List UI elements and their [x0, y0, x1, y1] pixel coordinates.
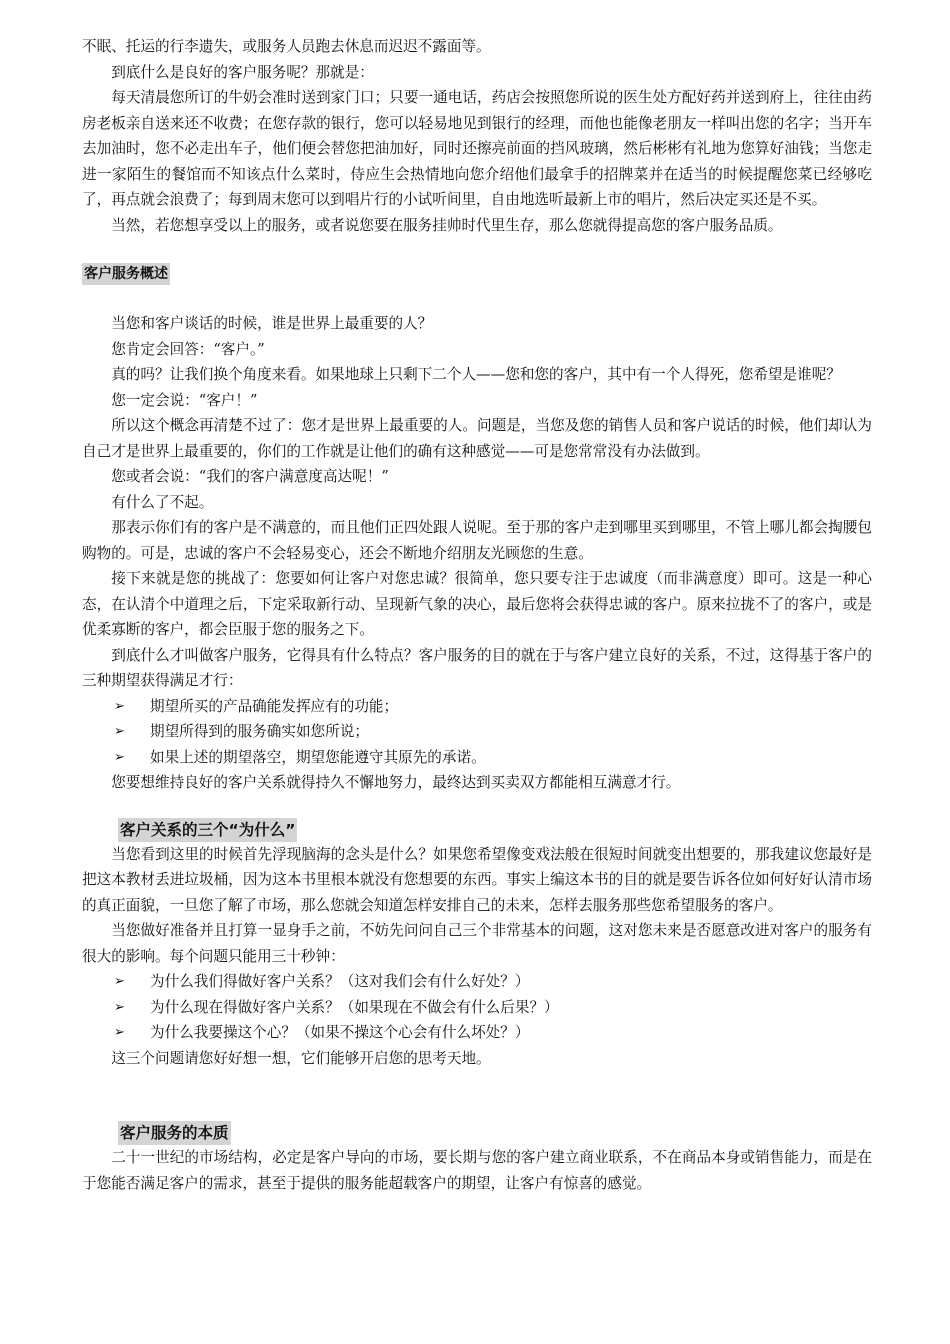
paragraph: 到底什么是良好的客户服务呢？那就是：	[111, 63, 374, 81]
paragraph: 当您做好准备并且打算一显身手之前，不妨先问问自己三个非常基本的问题，这对您未来是否愿意改进对客户的服务有很大的影响。每个问题只能用三十秒钟：	[82, 922, 872, 965]
paragraph: 您肯定会回答：“客户。”	[111, 340, 265, 358]
list-item	[82, 1020, 872, 1046]
arrow-bullet-icon: ➢	[114, 974, 125, 989]
section-three-whys	[82, 796, 872, 1072]
paragraph: 不眠、托运的行李遗失，或服务人员跑去休息而迟迟不露面等。	[82, 38, 491, 55]
section-overview	[82, 238, 872, 796]
section-heading: 客户关系的三个“为什么”	[118, 818, 297, 842]
paragraph: 您要想维持良好的客户关系就得持久不懈地努力，最终达到买卖双方都能相互满意才行。	[111, 774, 681, 791]
list-item	[82, 995, 872, 1021]
expectation-list	[82, 694, 872, 771]
list-item-text: 为什么我要操这个心？（如果不操这个心会有什么坏处？）	[150, 1024, 530, 1041]
list-item	[82, 745, 872, 771]
paragraph: 您一定会说：“客户！”	[111, 391, 258, 409]
paragraph: 这三个问题请您好好想一想，它们能够开启您的思考天地。	[111, 1049, 491, 1067]
paragraph: 真的吗？让我们换个角度来看。如果地球上只剩下二个人——您和您的客户，其中有一个人得死，您希望是谁呢？	[111, 366, 841, 383]
paragraph: 所以这个概念再清楚不过了：您才是世界上最重要的人。问题是，当您及您的销售人员和客户说话的时候，他们却认为自己才是世界上最重要的，你们的工作就是让他们的确有这种感觉——可是您常常没有办法做到。	[82, 417, 872, 460]
list-item	[82, 694, 872, 720]
list-item	[82, 969, 872, 995]
section-heading: 客户服务概述	[82, 263, 170, 285]
paragraph: 那表示你们有的客户是不满意的，而且他们正四处跟人说呢。至于那的客户走到哪里买到哪里，不管上哪儿都会掏腰包购物的。可是，忠诚的客户不会轻易变心，还会不断地介绍朋友光顾您的生意。	[82, 519, 872, 562]
question-list	[82, 969, 872, 1046]
paragraph: 当您看到这里的时候首先浮现脑海的念头是什么？如果您希望像变戏法般在很短时间就变出想要的，那我建议您最好是把这本教材丢进垃圾桶，因为这本书里根本就没有您想要的东西。事实上编这本书的目的就是要告诉各位如何好好认清市场的真正面貌，一旦您了解了市场，那么您就会知道怎样安排自己的未来，怎样去服务那些您希望服务的客户。	[82, 845, 872, 914]
paragraph: 到底什么才叫做客户服务，它得具有什么特点？客户服务的目的就在于与客户建立良好的关系，不过，这得基于客户的三种期望获得满足才行：	[82, 646, 872, 689]
paragraph: 二十一世纪的市场结构，必定是客户导向的市场，要长期与您的客户建立商业联系，不在商品本身或销售能力，而是在于您能否满足客户的需求，甚至于提供的服务能超载客户的期望，让客户有惊喜的感觉。	[82, 1149, 872, 1192]
paragraph: 当然，若您想享受以上的服务，或者说您要在服务挂帅时代里生存，那么您就得提高您的客户服务品质。	[111, 216, 783, 234]
arrow-bullet-icon: ➢	[114, 749, 125, 765]
section-heading: 客户服务的本质	[118, 1121, 231, 1145]
paragraph: 接下来就是您的挑战了：您要如何让客户对您忠诚？很简单，您只要专注于忠诚度（而非满意度）即可。这是一种心态，在认清个中道理之后，下定采取新行动、呈现新气象的决心，最后您将会获得忠诚的客户。原来拉拢不了的客户，或是优柔寡断的客户，都会臣服于您的服务之下。	[82, 570, 872, 638]
arrow-bullet-icon: ➢	[114, 698, 125, 714]
section-essence	[82, 1071, 872, 1196]
intro-section	[82, 0, 872, 238]
list-item-text: 期望所得到的服务确实如您所说；	[150, 723, 369, 740]
list-item-text: 如果上述的期望落空，期望您能遵守其原先的承诺。	[150, 748, 486, 766]
list-item-text: 为什么我们得做好客户关系？（这对我们会有什么好处？）	[150, 973, 530, 990]
document-page	[82, 0, 872, 1196]
paragraph: 您或者会说：“我们的客户满意度高达呢！”	[111, 468, 389, 485]
list-item-text: 为什么现在得做好客户关系？（如果现在不做会有什么后果？）	[150, 998, 559, 1016]
arrow-bullet-icon: ➢	[114, 1025, 125, 1040]
arrow-bullet-icon: ➢	[114, 724, 125, 739]
arrow-bullet-icon: ➢	[114, 999, 125, 1015]
list-item-text: 期望所买的产品确能发挥应有的功能；	[150, 697, 399, 715]
list-item	[82, 719, 872, 745]
paragraph: 当您和客户谈话的时候，谁是世界上最重要的人？	[111, 315, 433, 332]
paragraph: 有什么了不起。	[111, 493, 214, 511]
paragraph: 每天清晨您所订的牛奶会准时送到家门口；只要一通电话，药店会按照您所说的医生处方配好药并送到府上，往往由药房老板亲自送来还不收费；在您存款的银行，您可以轻易地见到银行的经理，而他也能像老朋友一样叫出您的名字；当开车去加油时，您不必走出车子，他们便会替您把油加好，同时还擦亮前面的挡风玻璃，然后彬彬有礼地为您算好油钱；当您走进一家陌生的餐馆而不知该点什么菜时，侍应生会热情地向您介绍他们最拿手的招牌菜并在适当的时候提醒您菜已经够吃了，再点就会浪费了；每到周末您可以到唱片行的小试听间里，自由地选听最新上市的唱片，然后决定买还是不买。	[82, 89, 872, 208]
